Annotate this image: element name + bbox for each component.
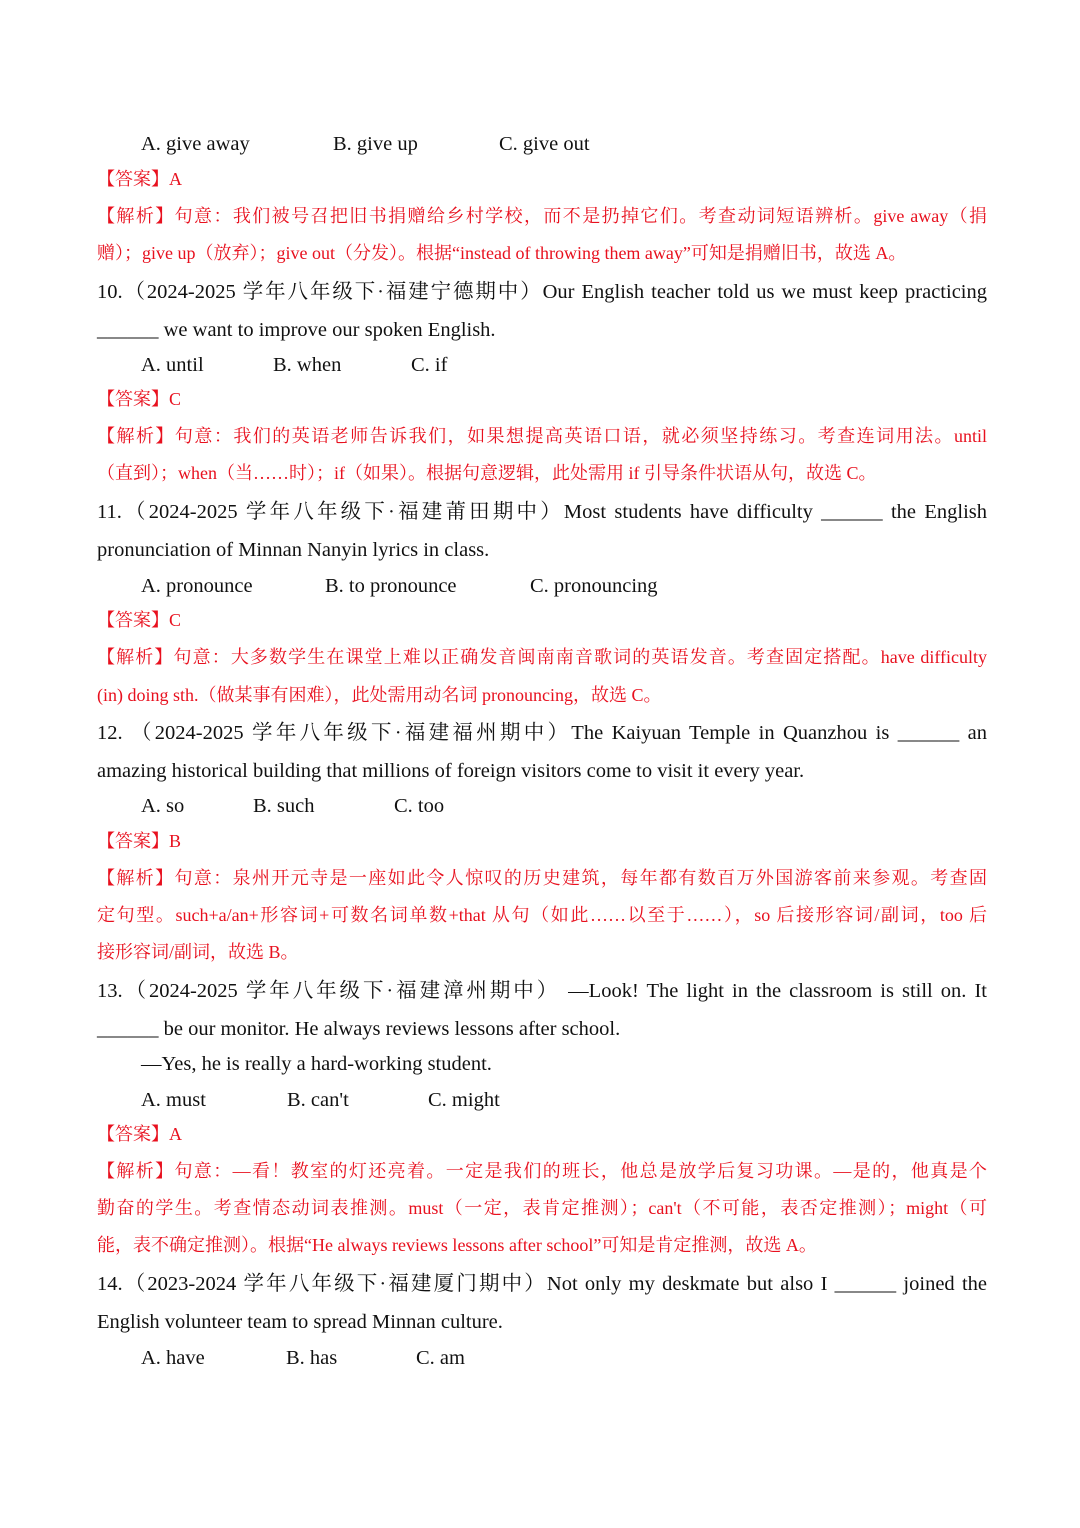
q13-option-c: C. might: [428, 1089, 500, 1111]
q10-option-c: C. if: [411, 354, 448, 376]
q13-option-b: B. can't: [287, 1089, 349, 1111]
q10-option-a: A. until: [141, 354, 204, 376]
q11-option-b: B. to pronounce: [325, 575, 457, 597]
q11-option-a: A. pronounce: [141, 575, 253, 597]
q12-option-b: B. such: [253, 795, 315, 817]
q14-option-a: A. have: [141, 1347, 205, 1369]
q12-analysis: 【解析】句意：泉州开元寺是一座如此令人惊叹的历史建筑，每年都有数百万外国游客前来参观。考查固: [97, 868, 987, 888]
q12-option-c: C. too: [394, 795, 445, 817]
q9-analysis: 【解析】句意：我们被号召把旧书捐赠给乡村学校，而不是扔掉它们。考查动词短语辨析。give away（捐: [97, 206, 988, 226]
q12-analysis-cont2: 接形容词/副词，故选 B。: [97, 942, 299, 962]
q12-answer: 【答案】B: [97, 831, 182, 851]
q12-stem-cont: amazing historical building that millions of foreign visitors come to visit it every year.: [97, 760, 805, 782]
q14-option-c: C. am: [416, 1347, 465, 1369]
q9-analysis-cont: 赠）；give up（放弃）；give out（分发）。根据“instead of throwing them away”可知是捐赠旧书，故选 A。: [97, 243, 907, 263]
q13-analysis: 【解析】句意：—看！教室的灯还亮着。一定是我们的班长，他总是放学后复习功课。—是的，他真是个: [97, 1161, 988, 1181]
q10-answer: 【答案】C: [97, 389, 182, 409]
q11-analysis: 【解析】句意：大多数学生在课堂上难以正确发音闽南南音歌词的英语发音。考查固定搭配。have difficulty: [97, 647, 987, 667]
q10-analysis: 【解析】句意：我们的英语老师告诉我们，如果想提高英语口语，就必须坚持练习。考查连词用法。until: [97, 426, 988, 446]
q14-stem: 14.（2023-2024 学年八年级下·福建厦门期中）Not only my deskmate but also I ______ joined the: [97, 1273, 987, 1295]
q10-analysis-cont: （直到）；when（当……时）；if（如果）。根据句意逻辑，此处需用 if 引导条件状语从句，故选 C。: [97, 463, 877, 483]
q12-stem: 12. （2024-2025 学年八年级下·福建福州期中）The Kaiyuan Temple in Quanzhou is ______ an: [97, 722, 987, 744]
q9-answer: 【答案】A: [97, 169, 182, 189]
q14-option-b: B. has: [286, 1347, 338, 1369]
q11-option-c: C. pronouncing: [530, 575, 658, 597]
q13-analysis-cont: 勤奋的学生。考查情态动词表推测。must（一定，表肯定推测）；can't（不可能，表否定推测）；might（可: [97, 1198, 987, 1218]
q13-stem-reply: —Yes, he is really a hard-working student.: [141, 1053, 492, 1075]
q10-stem: 10.（2024-2025 学年八年级下·福建宁德期中）Our English teacher told us we must keep practicing: [97, 281, 987, 303]
q9-option-c: C. give out: [499, 133, 590, 155]
q12-analysis-cont: 定句型。such+a/an+形容词+可数名词单数+that 从句（如此……以至于……），so 后接形容词/副词，too 后: [97, 905, 987, 925]
q13-answer: 【答案】A: [97, 1124, 182, 1144]
q11-answer: 【答案】C: [97, 610, 182, 630]
q9-option-a: A. give away: [141, 133, 250, 155]
q10-option-b: B. when: [273, 354, 342, 376]
q11-stem: 11.（2024-2025 学年八年级下·福建莆田期中）Most students have difficulty ______ the English: [97, 501, 987, 523]
q13-stem-cont: ______ be our monitor. He always reviews lessons after school.: [97, 1018, 621, 1040]
q13-option-a: A. must: [141, 1089, 206, 1111]
q11-analysis-cont: (in) doing sth.（做某事有困难），此处需用动名词 pronouncing，故选 C。: [97, 685, 662, 705]
q13-analysis-cont2: 能，表不确定推测）。根据“He always reviews lessons after school”可知是肯定推测，故选 A。: [97, 1235, 817, 1255]
q12-option-a: A. so: [141, 795, 185, 817]
q14-stem-cont: English volunteer team to spread Minnan culture.: [97, 1311, 503, 1333]
q11-stem-cont: pronunciation of Minnan Nanyin lyrics in class.: [97, 539, 490, 561]
q9-option-b: B. give up: [333, 133, 418, 155]
q13-stem: 13.（2024-2025 学年八年级下·福建漳州期中） —Look! The light in the classroom is still on. It: [97, 980, 987, 1002]
q10-stem-cont: ______ we want to improve our spoken English.: [97, 319, 496, 341]
